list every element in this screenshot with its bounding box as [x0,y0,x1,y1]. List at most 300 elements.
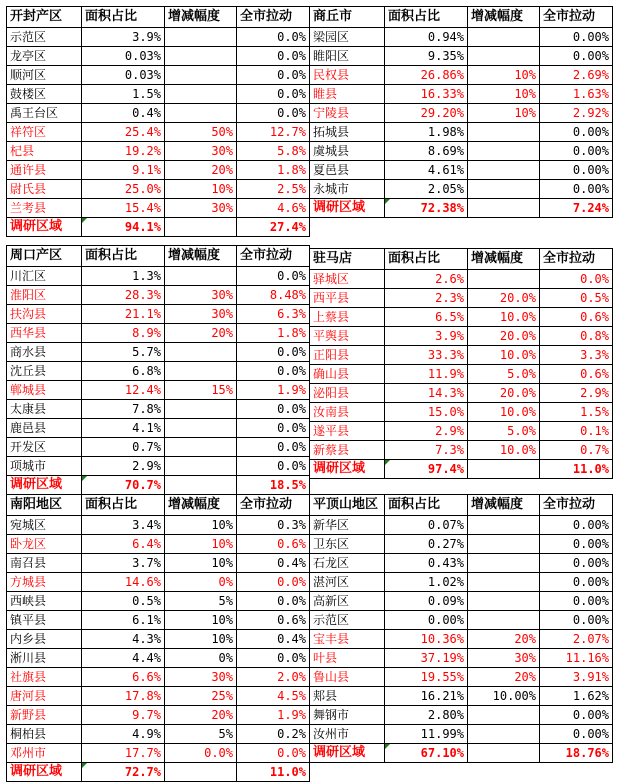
district-name-cell[interactable]: 南召县 [7,554,82,573]
district-name-cell[interactable]: 汝南县 [310,403,385,422]
region-title-cell[interactable]: 商丘市 [310,7,385,28]
district-name-cell[interactable]: 石龙区 [310,554,385,573]
change-cell[interactable]: 30% [165,199,237,218]
total-change-cell[interactable] [165,218,237,237]
change-cell[interactable]: 30% [165,142,237,161]
area-share-cell[interactable]: 2.80% [385,706,468,725]
area-share-cell[interactable]: 3.9% [385,327,468,346]
change-cell[interactable]: 20.0% [468,327,540,346]
area-share-cell[interactable]: 33.3% [385,346,468,365]
city-pull-cell[interactable]: 0.6% [237,611,310,630]
change-cell[interactable]: 20% [165,706,237,725]
change-cell[interactable] [165,343,237,362]
city-pull-cell[interactable]: 0.6% [540,365,613,384]
city-pull-cell[interactable]: 0.0% [237,362,310,381]
change-cell[interactable]: 20.0% [468,384,540,403]
district-name-cell[interactable]: 太康县 [7,400,82,419]
total-area-cell[interactable]: 70.7% [82,476,165,495]
district-name-cell[interactable]: 顺河区 [7,66,82,85]
district-name-cell[interactable]: 禹王台区 [7,104,82,123]
district-name-cell[interactable]: 新蔡县 [310,441,385,460]
change-cell[interactable] [165,438,237,457]
area-share-cell[interactable]: 0.03% [82,66,165,85]
city-pull-cell[interactable]: 0.7% [540,441,613,460]
city-pull-cell[interactable]: 0.00% [540,535,613,554]
area-share-cell[interactable]: 25.4% [82,123,165,142]
area-share-cell[interactable]: 0.03% [82,47,165,66]
district-name-cell[interactable]: 宁陵县 [310,104,385,123]
total-label-cell[interactable]: 调研区域 [7,476,82,495]
city-pull-cell[interactable]: 2.92% [540,104,613,123]
district-name-cell[interactable]: 桐柏县 [7,725,82,744]
city-pull-cell[interactable]: 3.3% [540,346,613,365]
district-name-cell[interactable]: 鹿邑县 [7,419,82,438]
area-share-cell[interactable]: 5.7% [82,343,165,362]
change-cell[interactable]: 0.0% [165,744,237,763]
area-share-cell[interactable]: 0.7% [82,438,165,457]
district-name-cell[interactable]: 镇平县 [7,611,82,630]
district-name-cell[interactable]: 方城县 [7,573,82,592]
area-share-cell[interactable]: 15.4% [82,199,165,218]
city-pull-cell[interactable]: 2.9% [540,384,613,403]
area-share-cell[interactable]: 25.0% [82,180,165,199]
district-name-cell[interactable]: 新华区 [310,516,385,535]
area-share-cell[interactable]: 11.9% [385,365,468,384]
total-area-cell[interactable]: 72.38% [385,199,468,218]
area-share-cell[interactable]: 1.02% [385,573,468,592]
change-cell[interactable]: 20% [165,324,237,343]
area-share-cell[interactable]: 0.09% [385,592,468,611]
region-title-cell[interactable]: 南阳地区 [7,495,82,516]
area-share-cell[interactable]: 4.9% [82,725,165,744]
district-name-cell[interactable]: 邓州市 [7,744,82,763]
area-share-cell[interactable]: 8.9% [82,324,165,343]
change-cell[interactable] [165,66,237,85]
change-cell[interactable]: 10% [165,554,237,573]
change-cell[interactable] [165,85,237,104]
area-share-cell[interactable]: 0.5% [82,592,165,611]
area-share-cell[interactable]: 2.6% [385,270,468,289]
district-name-cell[interactable]: 淅川县 [7,649,82,668]
district-name-cell[interactable]: 项城市 [7,457,82,476]
area-share-cell[interactable]: 0.27% [385,535,468,554]
district-name-cell[interactable]: 卫东区 [310,535,385,554]
city-pull-cell[interactable]: 11.16% [540,649,613,668]
city-pull-cell[interactable]: 1.63% [540,85,613,104]
change-cell[interactable]: 20.0% [468,289,540,308]
change-cell[interactable]: 10.0% [468,403,540,422]
change-header[interactable]: 增减幅度 [468,249,540,270]
area-share-header[interactable]: 面积占比 [82,495,165,516]
change-cell[interactable]: 30% [165,286,237,305]
region-title-cell[interactable]: 驻马店 [310,249,385,270]
city-pull-cell[interactable]: 0.0% [237,457,310,476]
change-cell[interactable]: 10.0% [468,308,540,327]
area-share-cell[interactable]: 14.3% [385,384,468,403]
total-area-cell[interactable]: 97.4% [385,460,468,479]
change-cell[interactable]: 10.0% [468,346,540,365]
change-cell[interactable]: 10% [468,66,540,85]
area-share-cell[interactable]: 3.7% [82,554,165,573]
city-pull-cell[interactable]: 0.00% [540,611,613,630]
city-pull-header[interactable]: 全市拉动 [237,495,310,516]
city-pull-cell[interactable]: 0.0% [237,438,310,457]
region-title-cell[interactable]: 周口产区 [7,246,82,267]
change-cell[interactable]: 10% [468,85,540,104]
district-name-cell[interactable]: 西平县 [310,289,385,308]
total-area-cell[interactable]: 67.10% [385,744,468,763]
city-pull-cell[interactable]: 0.0% [237,419,310,438]
change-cell[interactable]: 20% [468,668,540,687]
area-share-cell[interactable]: 21.1% [82,305,165,324]
area-share-cell[interactable]: 0.00% [385,611,468,630]
city-pull-cell[interactable]: 1.9% [237,706,310,725]
change-cell[interactable]: 30% [468,649,540,668]
area-share-cell[interactable]: 1.3% [82,267,165,286]
area-share-header[interactable]: 面积占比 [385,7,468,28]
area-share-cell[interactable]: 0.07% [385,516,468,535]
city-pull-header[interactable]: 全市拉动 [237,246,310,267]
city-pull-cell[interactable]: 1.8% [237,161,310,180]
city-pull-cell[interactable]: 0.00% [540,161,613,180]
area-share-cell[interactable]: 3.4% [82,516,165,535]
change-cell[interactable] [468,28,540,47]
area-share-cell[interactable]: 9.35% [385,47,468,66]
city-pull-cell[interactable]: 0.4% [237,554,310,573]
change-cell[interactable]: 5.0% [468,365,540,384]
change-cell[interactable]: 20% [468,630,540,649]
city-pull-cell[interactable]: 0.0% [237,400,310,419]
change-cell[interactable]: 5.0% [468,422,540,441]
area-share-cell[interactable]: 4.3% [82,630,165,649]
district-name-cell[interactable]: 西峡县 [7,592,82,611]
change-cell[interactable] [468,123,540,142]
district-name-cell[interactable]: 舞钢市 [310,706,385,725]
district-name-cell[interactable]: 汝州市 [310,725,385,744]
area-share-cell[interactable]: 12.4% [82,381,165,400]
district-name-cell[interactable]: 泌阳县 [310,384,385,403]
area-share-cell[interactable]: 6.6% [82,668,165,687]
district-name-cell[interactable]: 拓城县 [310,123,385,142]
total-pull-cell[interactable]: 18.76% [540,744,613,763]
district-name-cell[interactable]: 龙亭区 [7,47,82,66]
area-share-cell[interactable]: 6.5% [385,308,468,327]
district-name-cell[interactable]: 尉氏县 [7,180,82,199]
city-pull-cell[interactable]: 0.00% [540,554,613,573]
total-area-cell[interactable]: 94.1% [82,218,165,237]
district-name-cell[interactable]: 兰考县 [7,199,82,218]
change-header[interactable]: 增减幅度 [468,7,540,28]
city-pull-cell[interactable]: 0.0% [237,573,310,592]
change-cell[interactable]: 50% [165,123,237,142]
area-share-header[interactable]: 面积占比 [385,249,468,270]
area-share-cell[interactable]: 2.9% [82,457,165,476]
region-title-cell[interactable]: 开封产区 [7,7,82,28]
city-pull-header[interactable]: 全市拉动 [237,7,310,28]
city-pull-cell[interactable]: 2.5% [237,180,310,199]
change-cell[interactable] [468,554,540,573]
change-cell[interactable] [468,47,540,66]
area-share-cell[interactable]: 11.99% [385,725,468,744]
change-cell[interactable]: 0% [165,573,237,592]
area-share-cell[interactable]: 0.94% [385,28,468,47]
area-share-cell[interactable]: 28.3% [82,286,165,305]
area-share-cell[interactable]: 15.0% [385,403,468,422]
change-cell[interactable] [165,400,237,419]
district-name-cell[interactable]: 祥符区 [7,123,82,142]
city-pull-cell[interactable]: 0.0% [237,104,310,123]
change-cell[interactable] [468,142,540,161]
total-change-cell[interactable] [468,744,540,763]
district-name-cell[interactable]: 鲁山县 [310,668,385,687]
change-cell[interactable]: 15% [165,381,237,400]
city-pull-cell[interactable]: 6.3% [237,305,310,324]
city-pull-cell[interactable]: 0.2% [237,725,310,744]
change-cell[interactable]: 10% [165,516,237,535]
area-share-cell[interactable]: 16.33% [385,85,468,104]
city-pull-cell[interactable]: 0.0% [237,649,310,668]
city-pull-cell[interactable]: 0.5% [540,289,613,308]
change-header[interactable]: 增减幅度 [165,246,237,267]
change-cell[interactable] [468,535,540,554]
change-cell[interactable] [165,47,237,66]
total-pull-cell[interactable]: 11.0% [540,460,613,479]
district-name-cell[interactable]: 高新区 [310,592,385,611]
area-share-cell[interactable]: 26.86% [385,66,468,85]
area-share-cell[interactable]: 10.36% [385,630,468,649]
city-pull-cell[interactable]: 0.0% [237,28,310,47]
district-name-cell[interactable]: 社旗县 [7,668,82,687]
city-pull-cell[interactable]: 8.48% [237,286,310,305]
change-cell[interactable] [165,267,237,286]
city-pull-cell[interactable]: 1.8% [237,324,310,343]
district-name-cell[interactable]: 通许县 [7,161,82,180]
change-header[interactable]: 增减幅度 [468,495,540,516]
district-name-cell[interactable]: 示范区 [7,28,82,47]
city-pull-cell[interactable]: 2.0% [237,668,310,687]
total-label-cell[interactable]: 调研区域 [7,763,82,782]
city-pull-header[interactable]: 全市拉动 [540,495,613,516]
city-pull-cell[interactable]: 3.91% [540,668,613,687]
district-name-cell[interactable]: 鼓楼区 [7,85,82,104]
city-pull-cell[interactable]: 0.8% [540,327,613,346]
district-name-cell[interactable]: 开发区 [7,438,82,457]
area-share-header[interactable]: 面积占比 [82,246,165,267]
area-share-cell[interactable]: 8.69% [385,142,468,161]
city-pull-cell[interactable]: 0.0% [237,85,310,104]
district-name-cell[interactable]: 内乡县 [7,630,82,649]
total-pull-cell[interactable]: 11.0% [237,763,310,782]
total-label-cell[interactable]: 调研区域 [7,218,82,237]
change-cell[interactable]: 5% [165,725,237,744]
change-cell[interactable] [468,592,540,611]
city-pull-cell[interactable]: 0.0% [237,744,310,763]
area-share-cell[interactable]: 19.2% [82,142,165,161]
area-share-cell[interactable]: 0.4% [82,104,165,123]
city-pull-cell[interactable]: 0.00% [540,47,613,66]
area-share-cell[interactable]: 17.7% [82,744,165,763]
area-share-cell[interactable]: 29.20% [385,104,468,123]
district-name-cell[interactable]: 示范区 [310,611,385,630]
area-share-cell[interactable]: 9.1% [82,161,165,180]
city-pull-cell[interactable]: 0.0% [540,270,613,289]
district-name-cell[interactable]: 淮阳区 [7,286,82,305]
change-cell[interactable] [165,457,237,476]
city-pull-cell[interactable]: 1.5% [540,403,613,422]
city-pull-cell[interactable]: 0.00% [540,573,613,592]
district-name-cell[interactable]: 确山县 [310,365,385,384]
city-pull-cell[interactable]: 0.00% [540,142,613,161]
change-cell[interactable] [165,104,237,123]
district-name-cell[interactable]: 正阳县 [310,346,385,365]
city-pull-header[interactable]: 全市拉动 [540,249,613,270]
district-name-cell[interactable]: 川汇区 [7,267,82,286]
city-pull-cell[interactable]: 1.9% [237,381,310,400]
change-cell[interactable] [468,611,540,630]
city-pull-cell[interactable]: 5.8% [237,142,310,161]
area-share-cell[interactable]: 37.19% [385,649,468,668]
city-pull-cell[interactable]: 0.00% [540,516,613,535]
district-name-cell[interactable]: 夏邑县 [310,161,385,180]
change-cell[interactable]: 25% [165,687,237,706]
district-name-cell[interactable]: 睢阳区 [310,47,385,66]
district-name-cell[interactable]: 唐河县 [7,687,82,706]
change-cell[interactable] [468,180,540,199]
city-pull-header[interactable]: 全市拉动 [540,7,613,28]
change-header[interactable]: 增减幅度 [165,495,237,516]
total-change-cell[interactable] [468,460,540,479]
district-name-cell[interactable]: 商水县 [7,343,82,362]
city-pull-cell[interactable]: 0.3% [237,516,310,535]
district-name-cell[interactable]: 梁园区 [310,28,385,47]
area-share-header[interactable]: 面积占比 [385,495,468,516]
city-pull-cell[interactable]: 0.4% [237,630,310,649]
area-share-cell[interactable]: 17.8% [82,687,165,706]
city-pull-cell[interactable]: 0.0% [237,66,310,85]
city-pull-cell[interactable]: 4.6% [237,199,310,218]
city-pull-cell[interactable]: 0.00% [540,725,613,744]
total-label-cell[interactable]: 调研区域 [310,460,385,479]
total-label-cell[interactable]: 调研区域 [310,744,385,763]
region-title-cell[interactable]: 平顶山地区 [310,495,385,516]
change-cell[interactable]: 10.00% [468,687,540,706]
city-pull-cell[interactable]: 0.6% [237,535,310,554]
area-share-cell[interactable]: 14.6% [82,573,165,592]
district-name-cell[interactable]: 遂平县 [310,422,385,441]
change-cell[interactable]: 0% [165,649,237,668]
area-share-cell[interactable]: 4.1% [82,419,165,438]
district-name-cell[interactable]: 永城市 [310,180,385,199]
area-share-cell[interactable]: 9.7% [82,706,165,725]
city-pull-cell[interactable]: 0.00% [540,180,613,199]
change-cell[interactable]: 10% [165,535,237,554]
change-cell[interactable]: 5% [165,592,237,611]
change-cell[interactable]: 10.0% [468,441,540,460]
district-name-cell[interactable]: 上蔡县 [310,308,385,327]
district-name-cell[interactable]: 郏县 [310,687,385,706]
area-share-cell[interactable]: 19.55% [385,668,468,687]
total-pull-cell[interactable]: 7.24% [540,199,613,218]
city-pull-cell[interactable]: 0.6% [540,308,613,327]
change-cell[interactable] [468,573,540,592]
area-share-header[interactable]: 面积占比 [82,7,165,28]
district-name-cell[interactable]: 虞城县 [310,142,385,161]
change-cell[interactable]: 20% [165,161,237,180]
district-name-cell[interactable]: 湛河区 [310,573,385,592]
change-cell[interactable] [165,28,237,47]
city-pull-cell[interactable]: 2.69% [540,66,613,85]
city-pull-cell[interactable]: 0.0% [237,592,310,611]
total-pull-cell[interactable]: 27.4% [237,218,310,237]
area-share-cell[interactable]: 6.8% [82,362,165,381]
district-name-cell[interactable]: 民权县 [310,66,385,85]
area-share-cell[interactable]: 7.8% [82,400,165,419]
district-name-cell[interactable]: 郸城县 [7,381,82,400]
district-name-cell[interactable]: 睢县 [310,85,385,104]
change-header[interactable]: 增减幅度 [165,7,237,28]
area-share-cell[interactable]: 7.3% [385,441,468,460]
total-area-cell[interactable]: 72.7% [82,763,165,782]
city-pull-cell[interactable]: 0.0% [237,47,310,66]
area-share-cell[interactable]: 4.4% [82,649,165,668]
district-name-cell[interactable]: 宝丰县 [310,630,385,649]
area-share-cell[interactable]: 1.5% [82,85,165,104]
change-cell[interactable]: 10% [165,180,237,199]
change-cell[interactable]: 30% [165,305,237,324]
total-change-cell[interactable] [165,476,237,495]
area-share-cell[interactable]: 2.3% [385,289,468,308]
total-change-cell[interactable] [165,763,237,782]
city-pull-cell[interactable]: 0.00% [540,592,613,611]
total-pull-cell[interactable]: 18.5% [237,476,310,495]
city-pull-cell[interactable]: 4.5% [237,687,310,706]
change-cell[interactable] [468,706,540,725]
city-pull-cell[interactable]: 1.62% [540,687,613,706]
area-share-cell[interactable]: 16.21% [385,687,468,706]
city-pull-cell[interactable]: 0.00% [540,123,613,142]
area-share-cell[interactable]: 2.05% [385,180,468,199]
area-share-cell[interactable]: 2.9% [385,422,468,441]
change-cell[interactable]: 10% [165,611,237,630]
city-pull-cell[interactable]: 12.7% [237,123,310,142]
city-pull-cell[interactable]: 0.0% [237,343,310,362]
district-name-cell[interactable]: 叶县 [310,649,385,668]
change-cell[interactable]: 10% [165,630,237,649]
district-name-cell[interactable]: 沈丘县 [7,362,82,381]
district-name-cell[interactable]: 宛城区 [7,516,82,535]
area-share-cell[interactable]: 3.9% [82,28,165,47]
area-share-cell[interactable]: 4.61% [385,161,468,180]
total-label-cell[interactable]: 调研区域 [310,199,385,218]
area-share-cell[interactable]: 0.43% [385,554,468,573]
area-share-cell[interactable]: 1.98% [385,123,468,142]
district-name-cell[interactable]: 卧龙区 [7,535,82,554]
city-pull-cell[interactable]: 0.0% [237,267,310,286]
district-name-cell[interactable]: 平舆县 [310,327,385,346]
city-pull-cell[interactable]: 0.00% [540,28,613,47]
area-share-cell[interactable]: 6.4% [82,535,165,554]
change-cell[interactable] [468,270,540,289]
district-name-cell[interactable]: 扶沟县 [7,305,82,324]
change-cell[interactable]: 10% [468,104,540,123]
change-cell[interactable]: 30% [165,668,237,687]
area-share-cell[interactable]: 6.1% [82,611,165,630]
district-name-cell[interactable]: 新野县 [7,706,82,725]
change-cell[interactable] [165,362,237,381]
change-cell[interactable] [468,516,540,535]
change-cell[interactable] [165,419,237,438]
district-name-cell[interactable]: 西华县 [7,324,82,343]
